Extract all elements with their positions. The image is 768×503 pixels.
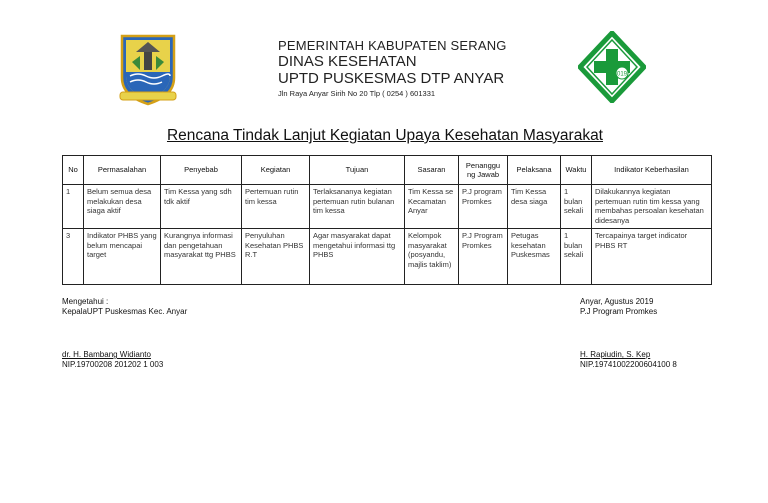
table-cell: P.J program Promkes <box>459 185 508 229</box>
head-nip: NIP.19700208 201202 1 003 <box>62 360 164 369</box>
signature-left-block <box>62 297 187 317</box>
col-header-penanggung-jawab: Penanggu ng Jawab <box>459 156 508 185</box>
table-cell: P.J Program Promkes <box>459 229 508 285</box>
signature-right-block <box>580 297 657 317</box>
table-cell: Terlaksananya kegiatan pertemuan rutin bulanan tim kessa <box>310 185 405 229</box>
col-header-penyebab: Penyebab <box>161 156 242 185</box>
table-cell: Penyuluhan Kesehatan PHBS R.T <box>242 229 310 285</box>
header-line-government: PEMERINTAH KABUPATEN SERANG <box>278 38 507 53</box>
pj-name: H. Rapiudin, S. Kep <box>580 350 651 359</box>
table-cell: Dilakukannya kegiatan pertemuan rutin tim kessa yang membahas persoalan kesehatan didesanya <box>592 185 712 229</box>
col-header-indikator: Indikator Keberhasilan <box>592 156 712 185</box>
signature-right-name-block <box>580 350 677 370</box>
signature-left-name-block <box>62 350 163 370</box>
table-cell: Indikator PHBS yang belum mencapai target <box>84 229 161 285</box>
table-cell: 1 bulan sekali <box>561 185 592 229</box>
header-line-unit: UPTD PUSKESMAS DTP ANYAR <box>278 70 505 87</box>
table-cell: Pertemuan rutin tim kessa <box>242 185 310 229</box>
table-cell: Tim Kessa desa siaga <box>508 185 561 229</box>
acknowledged-label: Mengetahui : <box>62 297 109 306</box>
letterhead <box>278 38 568 99</box>
col-header-waktu: Waktu <box>561 156 592 185</box>
document-title: Rencana Tindak Lanjut Kegiatan Upaya Kesehatan Masyarakat <box>166 127 603 144</box>
pj-title: P.J Program Promkes <box>580 307 658 316</box>
table-cell: 1 bulan sekali <box>561 229 592 285</box>
table-header-row <box>63 156 712 185</box>
puskesmas-logo <box>578 31 646 103</box>
head-title: KepalaUPT Puskesmas Kec. Anyar <box>62 307 188 316</box>
col-header-permasalahan: Permasalahan <box>84 156 161 185</box>
action-plan-table <box>62 155 712 285</box>
header-line-department: DINAS KESEHATAN <box>278 53 417 70</box>
table-cell: Tim Kessa se Kecamatan Anyar <box>405 185 459 229</box>
col-header-pelaksana: Pelaksana <box>508 156 561 185</box>
table-row <box>63 185 712 229</box>
kabupaten-serang-logo <box>118 32 178 106</box>
table-cell: Belum semua desa melakukan desa siaga aktif <box>84 185 161 229</box>
table-cell: Kurangnya informasi dan pengetahuan masyarakat ttg PHBS <box>161 229 242 285</box>
head-name: dr. H. Bambang Widianto <box>62 350 151 359</box>
table-cell: 3 <box>63 229 84 285</box>
logo-badge-number: 019 <box>616 71 628 78</box>
col-header-sasaran: Sasaran <box>405 156 459 185</box>
header-address: Jln Raya Anyar Sirih No 20 Tlp ( 0254 ) 601331 <box>278 89 436 98</box>
table-cell: Agar masyarakat dapat mengetahui informasi ttg PHBS <box>310 229 405 285</box>
pj-nip: NIP.19741002200604100 8 <box>580 360 677 369</box>
col-header-kegiatan: Kegiatan <box>242 156 310 185</box>
col-header-no: No <box>63 156 84 185</box>
table-cell: 1 <box>63 185 84 229</box>
col-header-tujuan: Tujuan <box>310 156 405 185</box>
place-date: Anyar, Agustus 2019 <box>580 297 654 306</box>
table-cell: Tercapainya target indicator PHBS RT <box>592 229 712 285</box>
table-cell: Tim Kessa yang sdh tdk aktif <box>161 185 242 229</box>
table-cell: Petugas kesehatan Puskesmas <box>508 229 561 285</box>
table-row <box>63 229 712 285</box>
table-cell: Kelompok masyarakat (posyandu, majlis taklim) <box>405 229 459 285</box>
